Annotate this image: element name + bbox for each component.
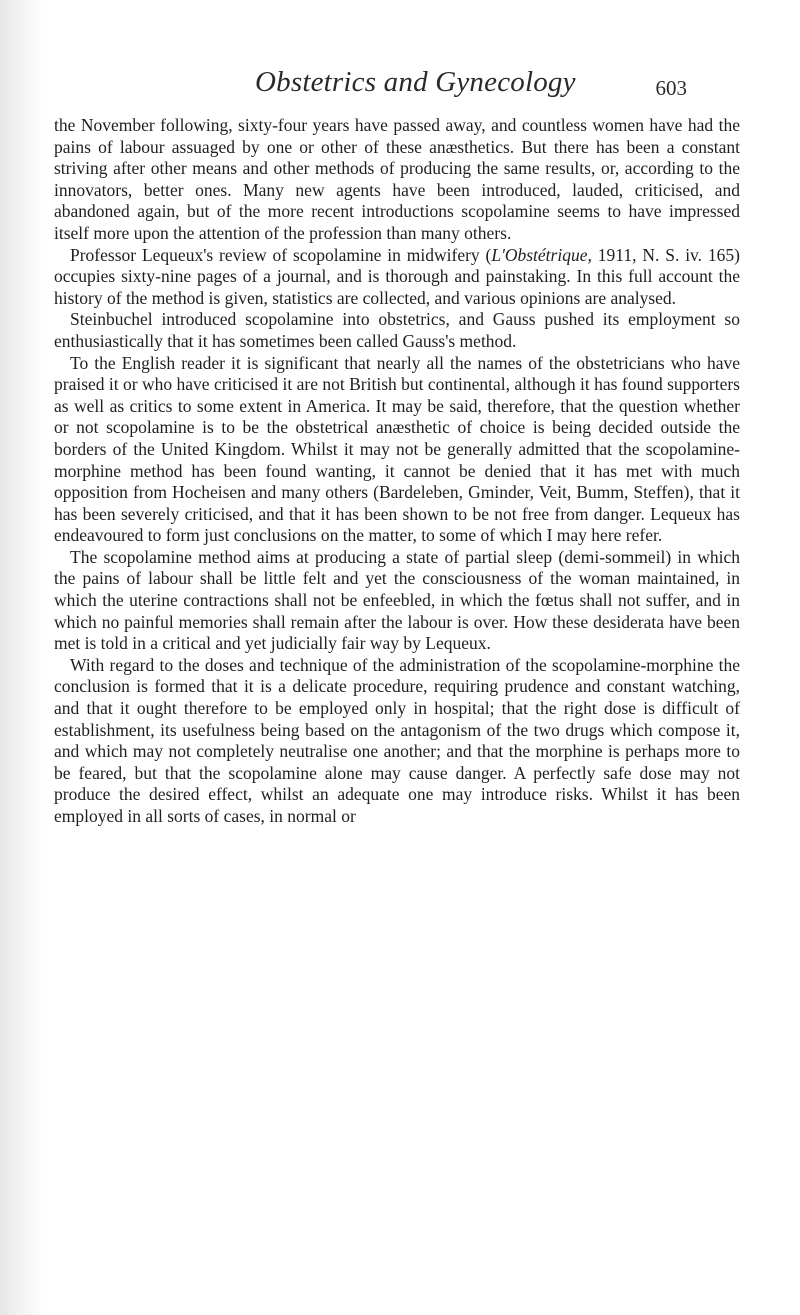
paragraph-lequeux-review	[54, 245, 740, 310]
page-number: 603	[655, 76, 687, 100]
paragraph-english-reader: To the English reader it is significant that nearly all the names of the obstetricians who have praised it or who have criticised it are not British but continental, although it has found supporters as well as critics to some extent in America. It may be said, therefore, that the question whether or not scopolamine is to be the obstetrical anæsthetic of choice is being decided outside the borders of the United Kingdom. Whilst it may not be generally admitted that the scopolamine-morphine method has been found wanting, it cannot be denied that it has met with much opposition from Hocheisen and many others (Bardeleben, Gminder, Veit, Bumm, Steffen), that it has been severely criticised, and that it has been shown to be not free from danger. Lequeux has endeavoured to form just conclusions on the matter, to some of which I may here refer.	[54, 352, 740, 546]
running-title: Obstetrics and Gynecology	[255, 66, 576, 98]
body-text	[54, 115, 740, 828]
journal-title: L'Obstétrique,	[491, 244, 592, 265]
paragraph-doses-technique: With regard to the doses and technique of the administration of the scopolamine-morphine the conclusion is formed that it is a delicate procedure, requiring prudence and constant watching, and that it ought therefore to be employed only in hospital; that the right dose is difficult of establishment, its usefulness being based on the antagonism of the two drugs which compose it, and which may not completely neutralise one another; and that the morphine is perhaps more to be feared, but that the scopolamine alone may cause danger. A perfectly safe dose may not produce the desired effect, whilst an adequate one may introduce risks. Whilst it has been employed in all sorts of cases, in normal or	[54, 654, 740, 826]
page-gutter-shadow	[0, 0, 44, 1315]
lequeux-review-text-before: Professor Lequeux's review of scopolamine in midwifery (	[70, 244, 492, 265]
lequeux-review-text-after: 1911, N. S. iv. 165) occupies sixty-nine pages of a journal, and is thorough and painstaking. In this full account the history of the method is given, statistics are collected, and various opinions are analysed.	[54, 244, 740, 308]
page-header	[255, 66, 687, 106]
paragraph-steinbuchel: Steinbuchel introduced scopolamine into obstetrics, and Gauss pushed its employment so enthusiastically that it has sometimes been called Gauss's method.	[54, 309, 740, 351]
paragraph-scopolamine-method: The scopolamine method aims at producing a state of partial sleep (demi-sommeil) in which the pains of labour shall be little felt and yet the consciousness of the woman maintained, in which the uterine contractions shall not be enfeebled, in which the fœtus shall not suffer, and in which no painful memories shall remain after the labour is over. How these desiderata have been met is told in a critical and yet judicially fair way by Lequeux.	[54, 546, 740, 654]
paragraph-1: the November following, sixty-four years have passed away, and countless women have had the pains of labour assuaged by one or other of these anæsthetics. But there has been a constant striving after other means and other methods of producing the same results, or, according to the innovators, better ones. Many new agents have been introduced, lauded, criticised, and abandoned again, but of the more recent introductions scopolamine seems to have impressed itself more upon the attention of the profession than many others.	[54, 115, 740, 243]
